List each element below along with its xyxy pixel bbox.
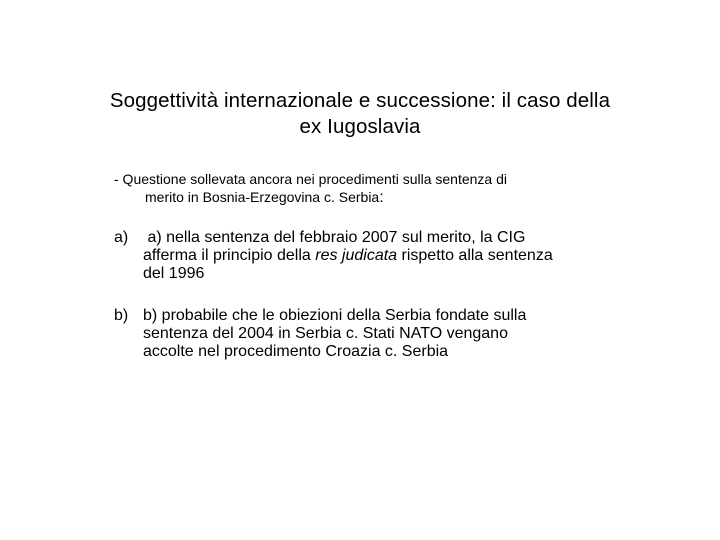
intro-line-1: - Questione sollevata ancora nei procedimenti sulla sentenza di	[114, 171, 508, 187]
item-b-line-1: b) probabile che le obiezioni della Serbia fondate sulla	[143, 307, 527, 324]
list-marker-b: b)	[114, 307, 129, 324]
item-a-line-2-post: rispetto alla sentenza	[397, 247, 553, 264]
list-item-a-body	[143, 229, 614, 283]
list-marker-a: a)	[114, 229, 129, 246]
item-a-line-3: del 1996	[143, 265, 205, 282]
item-a-line-2-pre: afferma il principio della	[143, 247, 316, 264]
item-b-line-3: accolte nel procedimento Croazia c. Serbia	[143, 343, 449, 360]
title-line-2: ex Iugoslavia	[299, 115, 421, 138]
list-item-a	[114, 229, 614, 283]
item-a-italic-phrase: res judicata	[315, 247, 398, 264]
item-a-line-1: a) nella sentenza del febbraio 2007 sul merito, la CIG	[143, 229, 526, 246]
intro-line-2-text: merito in Bosnia-Erzegovina c. Serbia	[145, 189, 380, 205]
intro-paragraph	[114, 170, 614, 207]
item-b-line-2: sentenza del 2004 in Serbia c. Stati NATO vengano	[143, 325, 508, 342]
intro-line-2	[114, 188, 614, 207]
list-item-b	[114, 307, 614, 361]
slide-title	[40, 88, 680, 140]
intro-colon: :	[379, 189, 384, 206]
title-line-1: Soggettività internazionale e successione: il caso della	[109, 89, 611, 112]
item-a-line-2	[143, 247, 614, 265]
list-item-b-body	[143, 307, 614, 361]
